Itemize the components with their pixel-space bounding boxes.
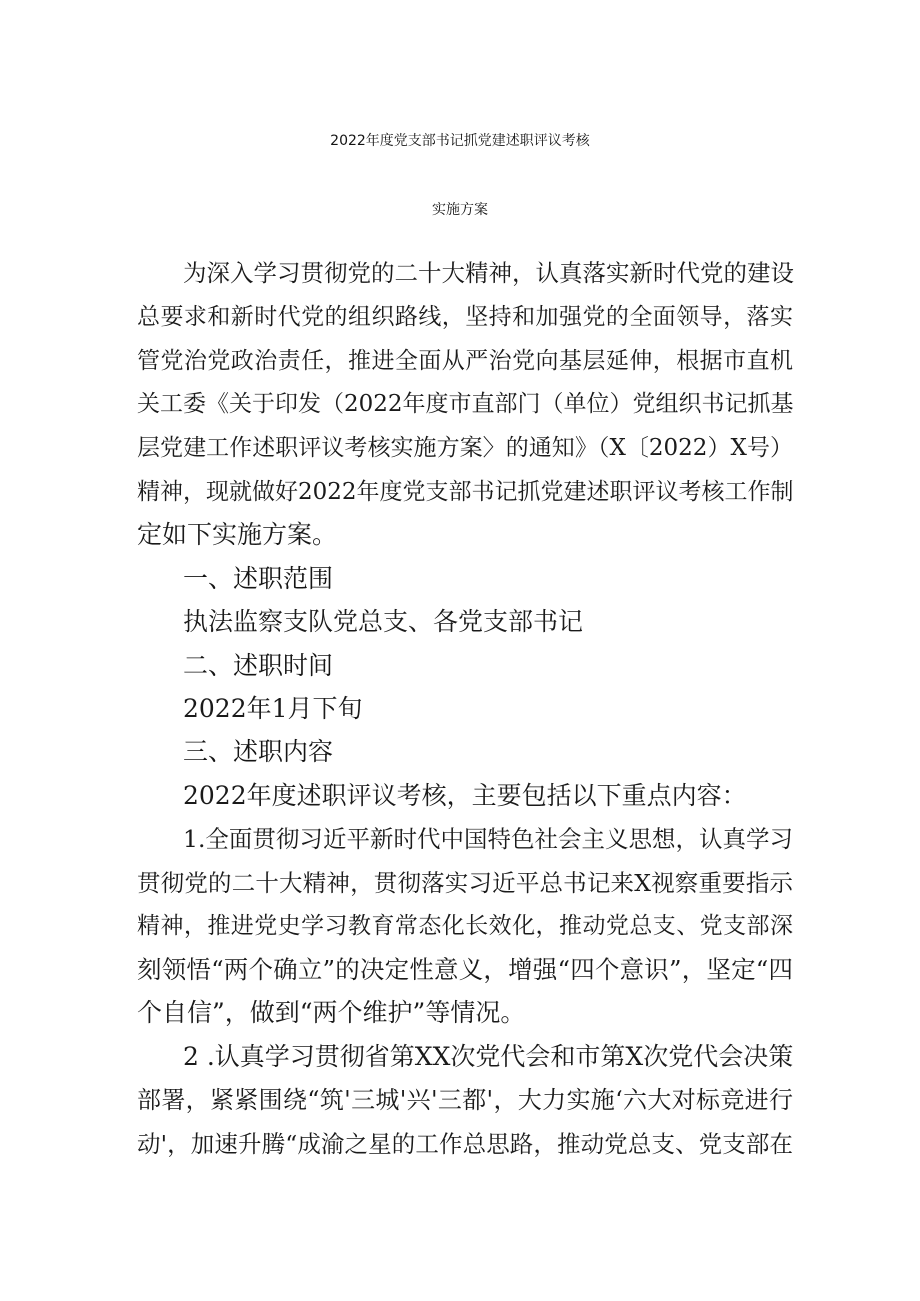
section-intro-content: 2022年度述职评议考核，主要包括以下重点内容： [183, 781, 747, 810]
intro-line: 定如下实施方案。 [137, 520, 338, 549]
section-heading-time: 二、述职时间 [183, 651, 334, 680]
intro-line: 关工委《关于印发（2022年度市直部门（单位）党组织书记抓基 [137, 391, 794, 417]
section-text-time: 2022年1月下旬 [183, 694, 363, 723]
intro-line: 管党治党政治责任，推进全面从严治党向基层延伸，根据市直机 [137, 348, 793, 374]
section-text-scope: 执法监察支队党总支、各党支部书记 [183, 607, 584, 636]
item-1-line: 个自信”，做到“两个维护”等情况。 [137, 998, 526, 1027]
intro-line: 精神，现就做好2022年度党支部书记抓党建述职评议考核工作制 [137, 479, 794, 505]
item-1-line: 1.全面贯彻习近平新时代中国特色社会主义思想，认真学习 [183, 825, 793, 853]
document-title-line-1: 2022年度党支部书记抓党建述职评议考核 [330, 133, 590, 149]
intro-line: 总要求和新时代党的组织路线，坚持和加强党的全面领导，落实 [137, 304, 793, 330]
item-1-line: 精神，推进党史学习教育常态化长效化，推动党总支、党支部深 [137, 913, 793, 939]
item-1-line: 贯彻党的二十大精神，贯彻落实习近平总书记来X视察重要指示 [137, 869, 793, 897]
document-title-line-2: 实施方案 [432, 202, 488, 218]
intro-line: 为深入学习贯彻党的二十大精神，认真落实新时代党的建设 [183, 259, 794, 287]
section-heading-scope: 一、述职范围 [183, 564, 334, 593]
intro-line: 层党建工作述职评议考核实施方案〉的通知》（X〔2022）X号） [137, 435, 793, 461]
item-2-line: 动'，加速升腾“成渝之星的工作总思路，推动党总支、党支部在 [137, 1130, 793, 1158]
section-heading-content: 三、述职内容 [183, 737, 334, 766]
item-2-line: 部署，紧紧围绕“筑'三城'兴'三都'，大力实施‘六大对标竞进行 [137, 1086, 793, 1114]
item-2-line: 2 .认真学习贯彻省第XX次党代会和市第X次党代会决策 [183, 1042, 794, 1071]
item-1-line: 刻领悟“两个确立”的决定性意义，增强“四个意识”，坚定“四 [137, 955, 793, 984]
